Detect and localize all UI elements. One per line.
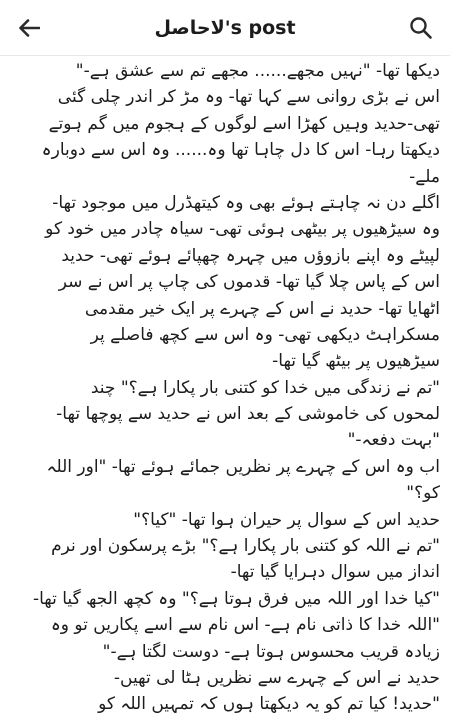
post-line: اس کے پاس چلا گیا تھا- قدموں کی چاپ پر اس نے سر bbox=[58, 272, 440, 293]
post-line: "حدید! کیا تم کو یہ دیکھتا ہوں کہ تمہیں اللہ کو bbox=[98, 694, 440, 715]
post-line: حدید نے اس کے چہرے سے نظریں ہٹا لی تھیں- bbox=[113, 667, 440, 688]
post-line: "تم نے زندگی میں خدا کو کتنی بار پکارا ہے؟" چند bbox=[90, 377, 440, 398]
post-line: انداز میں سوال دہرایا گیا تھا- bbox=[230, 562, 440, 583]
post-line: مسکراہٹ دیکھی تھی- وہ اس سے کچھ فاصلے پر bbox=[90, 324, 440, 345]
post-content[interactable] bbox=[0, 56, 450, 715]
post-line: "بہت دفعہ-" bbox=[347, 430, 440, 451]
post-line: اٹھایا تھا- حدید نے اس کے چہرے پر ایک خیر مقدمی bbox=[84, 298, 440, 319]
post-body bbox=[12, 58, 440, 715]
page-title: لاحاصل's post bbox=[154, 17, 296, 39]
arrow-left-icon bbox=[18, 19, 40, 37]
post-line: "تم نے اللہ کو کتنی بار پکارا ہے؟" بڑے پرسکون اور نرم bbox=[51, 536, 440, 557]
search-button[interactable] bbox=[404, 11, 438, 45]
post-line: "اللہ خدا کا ذاتی نام ہے- اس نام سے اسے پکاریں تو وہ bbox=[50, 615, 440, 636]
post-line: تھی-حدید وہیں کھڑا اسے لوگوں کے ہجوم میں گم ہوتے bbox=[48, 113, 440, 134]
back-button[interactable] bbox=[12, 12, 46, 44]
post-line: سیڑھیوں پر بیٹھ گیا تھا- bbox=[272, 351, 440, 372]
post-line: اگلے دن نہ چاہتے ہوئے بھی وہ کیتھڈرل میں موجود تھا- bbox=[52, 192, 440, 213]
post-line: لمحوں کی خاموشی کے بعد اس نے حدید سے پوچھا تھا- bbox=[56, 404, 440, 425]
post-line: حدید اس کے سوال پر حیران ہوا تھا- "کیا؟" bbox=[133, 509, 440, 530]
post-line: وہ سیڑھیوں پر بیٹھی ہوئی تھی- سیاہ چادر میں خود کو bbox=[45, 219, 440, 240]
post-line: اب وہ اس کے چہرے پر نظریں جمائے ہوئے تھا- "اور اللہ bbox=[46, 456, 440, 477]
post-line: کو؟" bbox=[406, 483, 440, 504]
search-icon bbox=[409, 16, 433, 40]
post-line: ملے- bbox=[409, 166, 440, 187]
post-line: زیادہ قریب محسوس ہوتا ہے- دوست لگتا ہے-" bbox=[102, 641, 440, 662]
top-app-bar bbox=[0, 0, 450, 56]
post-line: دیکھا تھا- "نہیں مجھے...... مجھے تم سے عشق ہے-" bbox=[75, 61, 440, 81]
post-line: لپیٹے وہ اپنے بازوؤں میں چہرہ چھپائے ہوئے تھی- حدید bbox=[61, 245, 440, 266]
post-line: دیکھتا رہا- اس کا دل چاہا تھا وہ...... وہ اس سے دوبارہ bbox=[41, 140, 440, 161]
post-line: "کیا خدا اور اللہ میں فرق ہوتا ہے؟" وہ کچھ الجھ گیا تھا- bbox=[32, 588, 440, 609]
post-line: اس نے بڑی روانی سے کہا تھا- وہ مڑ کر اندر چلی گئی bbox=[57, 87, 440, 108]
